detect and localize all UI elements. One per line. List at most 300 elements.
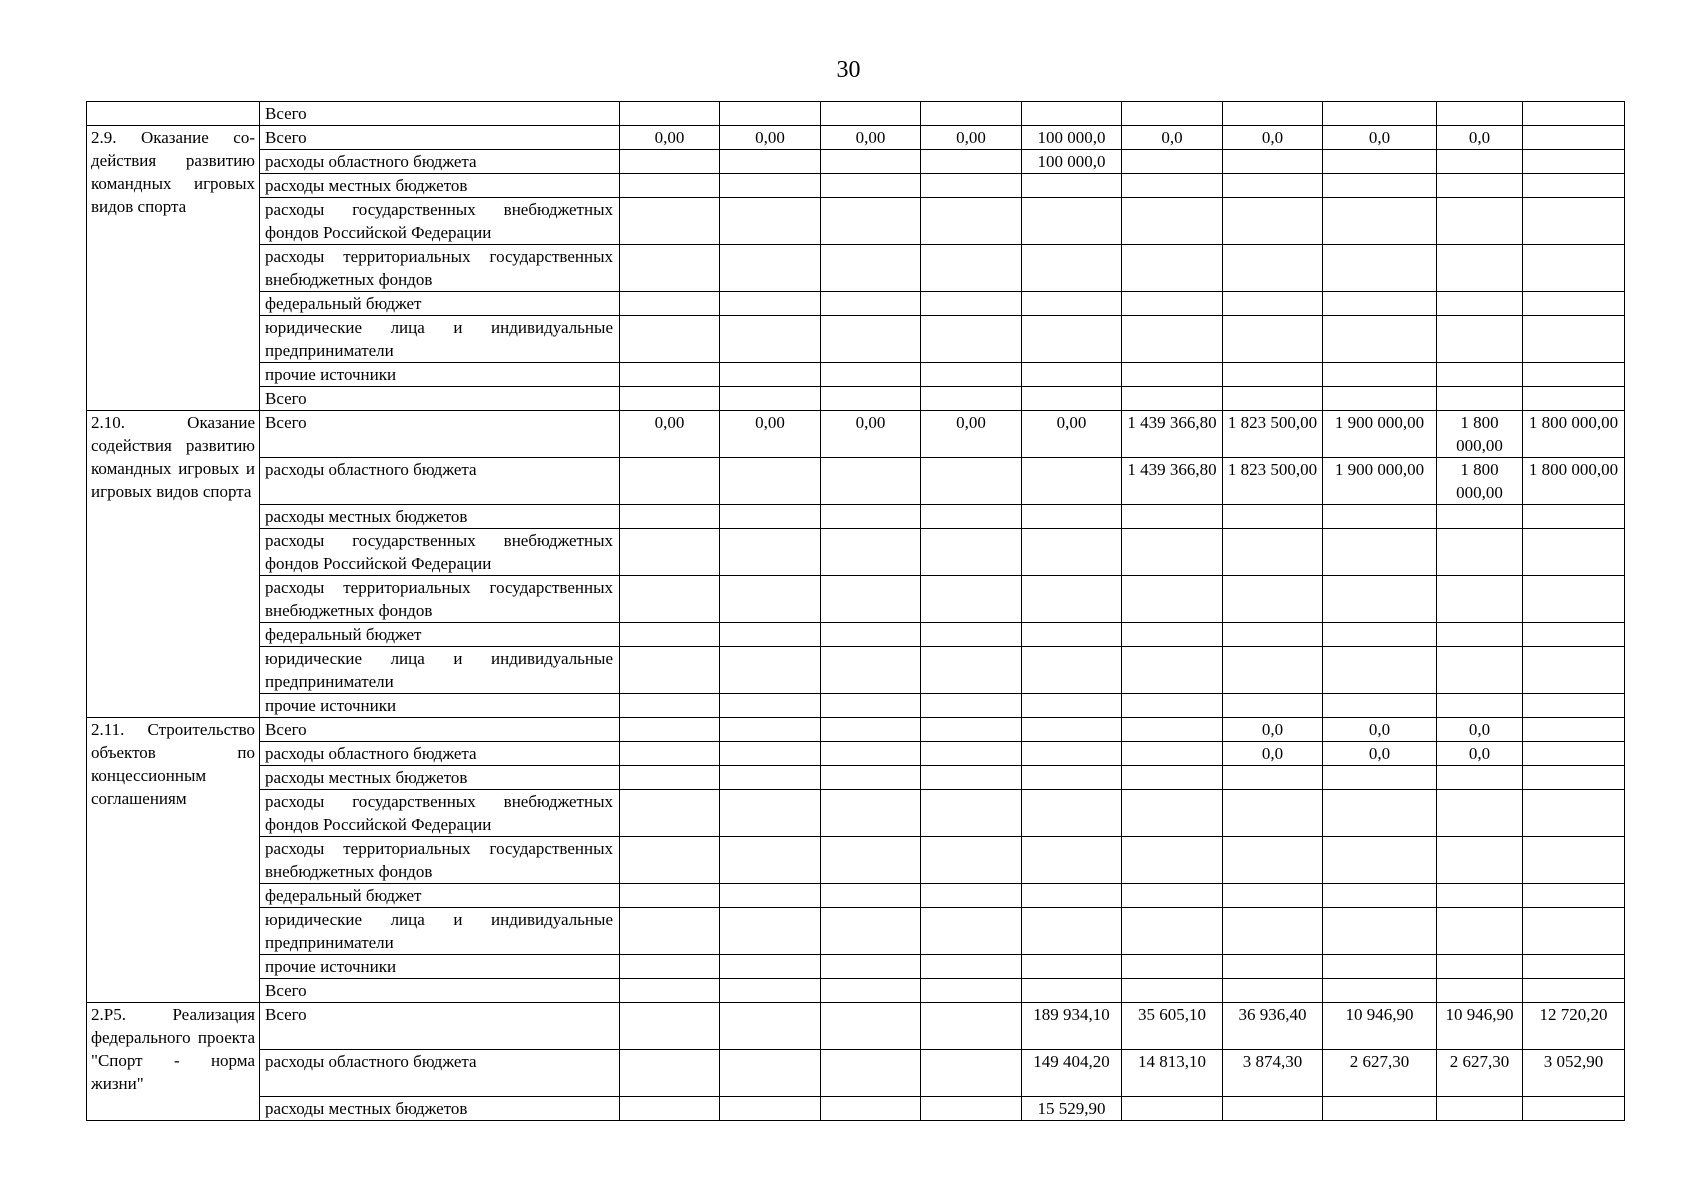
value-cell: 10 946,90 (1323, 1003, 1437, 1050)
value-cell (620, 505, 720, 529)
value-cell (1437, 694, 1523, 718)
value-cell (720, 292, 821, 316)
item-title-cell (87, 102, 260, 126)
value-cell: 1 900 000,00 (1323, 411, 1437, 458)
table-row (87, 694, 1625, 718)
table-row (87, 647, 1625, 694)
value-cell (821, 718, 921, 742)
value-cell: 1 439 366,80 (1122, 458, 1223, 505)
value-cell (921, 694, 1022, 718)
value-cell (1122, 837, 1223, 884)
value-cell (720, 458, 821, 505)
funding-source-cell: Всего (260, 411, 620, 458)
value-cell (1523, 647, 1625, 694)
value-cell (1122, 647, 1223, 694)
value-cell: 1 800 000,00 (1523, 411, 1625, 458)
value-cell (1223, 623, 1323, 647)
value-cell (1022, 174, 1122, 198)
value-cell (1437, 387, 1523, 411)
value-cell (620, 387, 720, 411)
value-cell: 0,0 (1323, 126, 1437, 150)
value-cell (921, 174, 1022, 198)
value-cell (921, 363, 1022, 387)
value-cell (1223, 979, 1323, 1003)
value-cell (720, 1003, 821, 1050)
value-cell (1022, 884, 1122, 908)
value-cell (620, 718, 720, 742)
table-row (87, 505, 1625, 529)
value-cell (1323, 766, 1437, 790)
value-cell (1523, 363, 1625, 387)
value-cell (1122, 623, 1223, 647)
value-cell (720, 955, 821, 979)
table-row (87, 1097, 1625, 1121)
value-cell (1223, 102, 1323, 126)
value-cell (720, 150, 821, 174)
value-cell (620, 955, 720, 979)
table-row (87, 174, 1625, 198)
value-cell (921, 1097, 1022, 1121)
value-cell (1022, 102, 1122, 126)
value-cell (620, 292, 720, 316)
funding-source-cell: Всего (260, 102, 620, 126)
value-cell (821, 623, 921, 647)
value-cell (620, 150, 720, 174)
value-cell: 0,00 (821, 411, 921, 458)
value-cell: 0,00 (921, 411, 1022, 458)
value-cell (620, 979, 720, 1003)
value-cell (821, 102, 921, 126)
value-cell (1223, 198, 1323, 245)
value-cell (720, 198, 821, 245)
value-cell (1323, 647, 1437, 694)
value-cell (1523, 126, 1625, 150)
value-cell (921, 766, 1022, 790)
value-cell (1223, 766, 1323, 790)
value-cell (1323, 174, 1437, 198)
table-row (87, 979, 1625, 1003)
value-cell (1437, 623, 1523, 647)
value-cell (1022, 694, 1122, 718)
item-title-cell: 2.9. Оказание содействия развитию командных игровых видов спорта (87, 126, 260, 411)
value-cell (1323, 387, 1437, 411)
value-cell (720, 979, 821, 1003)
value-cell (921, 623, 1022, 647)
value-cell (821, 292, 921, 316)
value-cell (1223, 647, 1323, 694)
value-cell (1122, 150, 1223, 174)
value-cell (921, 505, 1022, 529)
value-cell: 35 605,10 (1122, 1003, 1223, 1050)
value-cell: 100 000,0 (1022, 126, 1122, 150)
value-cell (720, 908, 821, 955)
table-row (87, 718, 1625, 742)
value-cell (1437, 316, 1523, 363)
value-cell (1437, 102, 1523, 126)
value-cell (921, 529, 1022, 576)
value-cell (1122, 198, 1223, 245)
value-cell (1437, 955, 1523, 979)
value-cell (921, 790, 1022, 837)
value-cell (921, 150, 1022, 174)
value-cell (620, 1050, 720, 1097)
funding-source-cell: расходы территориальных государственных внебюджетных фондов (260, 245, 620, 292)
value-cell (720, 837, 821, 884)
value-cell (821, 742, 921, 766)
funding-source-cell: Всего (260, 979, 620, 1003)
value-cell (720, 742, 821, 766)
table-row (87, 742, 1625, 766)
value-cell (1523, 766, 1625, 790)
value-cell (1323, 623, 1437, 647)
value-cell (821, 174, 921, 198)
value-cell (821, 766, 921, 790)
value-cell (1323, 292, 1437, 316)
value-cell (821, 884, 921, 908)
value-cell (1523, 955, 1625, 979)
value-cell (1122, 884, 1223, 908)
value-cell: 0,00 (720, 411, 821, 458)
value-cell (620, 529, 720, 576)
value-cell (1022, 837, 1122, 884)
table-row (87, 1003, 1625, 1050)
table-row (87, 766, 1625, 790)
table-row (87, 245, 1625, 292)
table-row (87, 908, 1625, 955)
value-cell (1122, 694, 1223, 718)
value-cell (1523, 245, 1625, 292)
value-cell (1022, 576, 1122, 623)
value-cell (1223, 174, 1323, 198)
value-cell (620, 316, 720, 363)
value-cell (1122, 766, 1223, 790)
value-cell (1323, 955, 1437, 979)
funding-source-cell: расходы местных бюджетов (260, 766, 620, 790)
value-cell (1223, 387, 1323, 411)
value-cell (1523, 837, 1625, 884)
value-cell (1223, 790, 1323, 837)
value-cell (1323, 316, 1437, 363)
value-cell (620, 766, 720, 790)
value-cell (1523, 387, 1625, 411)
table-row (87, 126, 1625, 150)
value-cell: 0,00 (1022, 411, 1122, 458)
value-cell (821, 198, 921, 245)
value-cell (620, 174, 720, 198)
funding-source-cell: расходы областного бюджета (260, 742, 620, 766)
page-number: 30 (836, 57, 861, 83)
value-cell (1022, 790, 1122, 837)
funding-source-cell: расходы местных бюджетов (260, 1097, 620, 1121)
value-cell: 1 823 500,00 (1223, 411, 1323, 458)
value-cell (1022, 505, 1122, 529)
funding-source-cell: расходы территориальных государственных внебюджетных фондов (260, 576, 620, 623)
value-cell (1223, 505, 1323, 529)
budget-table (86, 101, 1625, 1121)
value-cell (1523, 1097, 1625, 1121)
value-cell (720, 245, 821, 292)
value-cell (821, 458, 921, 505)
item-title-cell: 2.Р5. Реализация федерального проекта "Спорт - норма жизни" (87, 1003, 260, 1121)
funding-source-cell: юридические лица и индивидуальные предприниматели (260, 908, 620, 955)
value-cell (620, 742, 720, 766)
funding-source-cell: расходы местных бюджетов (260, 505, 620, 529)
value-cell: 149 404,20 (1022, 1050, 1122, 1097)
value-cell (1022, 742, 1122, 766)
value-cell (921, 316, 1022, 363)
table-row (87, 150, 1625, 174)
value-cell (1323, 837, 1437, 884)
value-cell (821, 316, 921, 363)
value-cell (620, 837, 720, 884)
value-cell (1523, 316, 1625, 363)
value-cell (1437, 979, 1523, 1003)
value-cell (620, 1003, 720, 1050)
table-row (87, 387, 1625, 411)
value-cell (1437, 505, 1523, 529)
value-cell (620, 884, 720, 908)
funding-source-cell: прочие источники (260, 694, 620, 718)
value-cell (1523, 694, 1625, 718)
value-cell (1122, 387, 1223, 411)
value-cell (921, 718, 1022, 742)
funding-source-cell: прочие источники (260, 955, 620, 979)
value-cell (1223, 245, 1323, 292)
value-cell (1223, 955, 1323, 979)
value-cell (921, 458, 1022, 505)
value-cell (1523, 623, 1625, 647)
value-cell: 0,0 (1437, 718, 1523, 742)
value-cell: 3 052,90 (1523, 1050, 1625, 1097)
value-cell (620, 694, 720, 718)
value-cell (821, 955, 921, 979)
value-cell: 0,0 (1437, 742, 1523, 766)
value-cell (720, 363, 821, 387)
value-cell (1122, 908, 1223, 955)
value-cell (1323, 529, 1437, 576)
value-cell (720, 316, 821, 363)
item-title-cell: 2.11. Строительство объектов по концессионным соглашениям (87, 718, 260, 1003)
table-row (87, 316, 1625, 363)
value-cell (1122, 955, 1223, 979)
value-cell: 0,0 (1323, 718, 1437, 742)
value-cell (1437, 576, 1523, 623)
funding-source-cell: расходы местных бюджетов (260, 174, 620, 198)
value-cell: 12 720,20 (1523, 1003, 1625, 1050)
funding-source-cell: федеральный бюджет (260, 292, 620, 316)
value-cell (1523, 529, 1625, 576)
table-row (87, 102, 1625, 126)
funding-source-cell: расходы государственных внебюджетных фондов Российской Федерации (260, 529, 620, 576)
value-cell (921, 102, 1022, 126)
value-cell (821, 576, 921, 623)
value-cell (1223, 884, 1323, 908)
value-cell (1437, 837, 1523, 884)
value-cell (720, 102, 821, 126)
value-cell (821, 1003, 921, 1050)
value-cell (821, 647, 921, 694)
value-cell: 1 823 500,00 (1223, 458, 1323, 505)
value-cell: 1 800 000,00 (1437, 411, 1523, 458)
funding-source-cell: Всего (260, 718, 620, 742)
value-cell (720, 387, 821, 411)
value-cell (720, 884, 821, 908)
value-cell: 0,00 (620, 126, 720, 150)
value-cell (1223, 1097, 1323, 1121)
value-cell (1122, 742, 1223, 766)
value-cell: 1 900 000,00 (1323, 458, 1437, 505)
value-cell (1122, 979, 1223, 1003)
value-cell (1022, 363, 1122, 387)
value-cell (720, 647, 821, 694)
value-cell (1523, 718, 1625, 742)
value-cell (1523, 979, 1625, 1003)
value-cell (1523, 292, 1625, 316)
value-cell (1523, 908, 1625, 955)
value-cell (1323, 884, 1437, 908)
value-cell (1323, 790, 1437, 837)
value-cell (1122, 102, 1223, 126)
value-cell (1022, 647, 1122, 694)
value-cell (620, 363, 720, 387)
value-cell (1437, 245, 1523, 292)
value-cell (921, 1050, 1022, 1097)
value-cell (1022, 387, 1122, 411)
value-cell (1323, 1097, 1437, 1121)
value-cell: 15 529,90 (1022, 1097, 1122, 1121)
table-row (87, 790, 1625, 837)
value-cell: 14 813,10 (1122, 1050, 1223, 1097)
value-cell (720, 576, 821, 623)
funding-source-cell: Всего (260, 1003, 620, 1050)
value-cell: 2 627,30 (1323, 1050, 1437, 1097)
funding-source-cell: расходы областного бюджета (260, 1050, 620, 1097)
value-cell (1022, 245, 1122, 292)
value-cell: 0,0 (1223, 126, 1323, 150)
value-cell: 0,0 (1122, 126, 1223, 150)
value-cell (720, 1097, 821, 1121)
value-cell (1122, 316, 1223, 363)
value-cell: 0,00 (720, 126, 821, 150)
value-cell (1122, 174, 1223, 198)
value-cell (620, 576, 720, 623)
value-cell (720, 174, 821, 198)
value-cell (1323, 102, 1437, 126)
table-row (87, 363, 1625, 387)
table-row (87, 198, 1625, 245)
value-cell (821, 245, 921, 292)
table-row (87, 292, 1625, 316)
value-cell (821, 387, 921, 411)
funding-source-cell: расходы государственных внебюджетных фондов Российской Федерации (260, 790, 620, 837)
value-cell: 10 946,90 (1437, 1003, 1523, 1050)
value-cell: 1 800 000,00 (1523, 458, 1625, 505)
value-cell (620, 458, 720, 505)
value-cell (921, 245, 1022, 292)
value-cell (1437, 363, 1523, 387)
value-cell (1122, 576, 1223, 623)
table-row (87, 576, 1625, 623)
value-cell (720, 790, 821, 837)
value-cell (1122, 790, 1223, 837)
value-cell: 36 936,40 (1223, 1003, 1323, 1050)
value-cell (1022, 529, 1122, 576)
value-cell (620, 198, 720, 245)
value-cell (1022, 718, 1122, 742)
value-cell: 189 934,10 (1022, 1003, 1122, 1050)
value-cell: 0,00 (620, 411, 720, 458)
value-cell (1437, 150, 1523, 174)
funding-source-cell: юридические лица и индивидуальные предприниматели (260, 316, 620, 363)
table-row (87, 955, 1625, 979)
value-cell (720, 718, 821, 742)
value-cell: 100 000,0 (1022, 150, 1122, 174)
value-cell: 0,00 (821, 126, 921, 150)
value-cell (1437, 647, 1523, 694)
value-cell (821, 790, 921, 837)
value-cell (1523, 790, 1625, 837)
table-body (87, 102, 1625, 1121)
value-cell (720, 1050, 821, 1097)
value-cell (1323, 576, 1437, 623)
value-cell (720, 623, 821, 647)
funding-source-cell: федеральный бюджет (260, 884, 620, 908)
value-cell (821, 150, 921, 174)
value-cell (720, 766, 821, 790)
value-cell (1223, 576, 1323, 623)
value-cell (1437, 766, 1523, 790)
value-cell (1523, 742, 1625, 766)
value-cell (1523, 102, 1625, 126)
value-cell: 0,00 (921, 126, 1022, 150)
value-cell (1437, 1097, 1523, 1121)
value-cell (921, 884, 1022, 908)
value-cell (1223, 363, 1323, 387)
value-cell (1223, 316, 1323, 363)
funding-source-cell: юридические лица и индивидуальные предприниматели (260, 647, 620, 694)
value-cell: 0,0 (1323, 742, 1437, 766)
value-cell (1122, 505, 1223, 529)
value-cell (1223, 150, 1323, 174)
value-cell (620, 790, 720, 837)
value-cell (1122, 292, 1223, 316)
value-cell (921, 742, 1022, 766)
value-cell: 0,0 (1437, 126, 1523, 150)
value-cell (1437, 198, 1523, 245)
value-cell (1122, 718, 1223, 742)
value-cell (821, 908, 921, 955)
value-cell (1523, 150, 1625, 174)
table-row (87, 1050, 1625, 1097)
item-title-cell: 2.10. Оказание содействия развитию командных игровых и игровых видов спорта (87, 411, 260, 718)
table-row (87, 884, 1625, 908)
value-cell (1523, 884, 1625, 908)
funding-source-cell: прочие источники (260, 363, 620, 387)
table-row (87, 529, 1625, 576)
value-cell (1022, 458, 1122, 505)
value-cell (921, 198, 1022, 245)
value-cell (1223, 529, 1323, 576)
value-cell (921, 837, 1022, 884)
value-cell (620, 623, 720, 647)
value-cell (921, 576, 1022, 623)
value-cell (821, 979, 921, 1003)
value-cell (1223, 292, 1323, 316)
value-cell (1323, 694, 1437, 718)
value-cell (1437, 884, 1523, 908)
value-cell (821, 694, 921, 718)
value-cell (1437, 908, 1523, 955)
